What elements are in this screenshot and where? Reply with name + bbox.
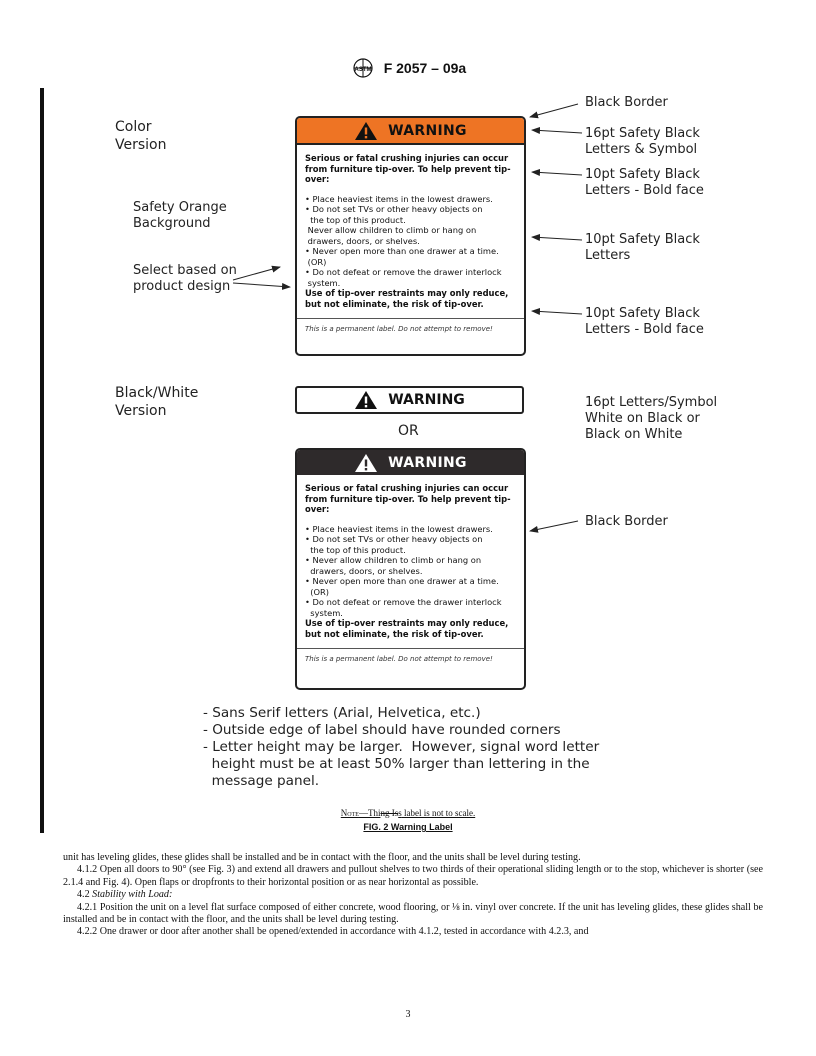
color-version-label: Color Version [115,119,167,153]
instruction-item: • Never open more than one drawer at a time. [305,576,499,586]
paragraph: 4.2 Stability with Load: [77,889,173,901]
instruction-item: Never allow children to climb or hang on [305,225,477,235]
pt10-bold-callout-2: 10pt Safety Black Letters - Bold face [585,306,704,337]
signal-word: WARNING [388,122,467,139]
message-panel [297,475,524,665]
standard-designation: F 2057 – 09a [383,60,467,77]
page-number: 3 [405,1009,411,1020]
pt10-regular-callout: 10pt Safety Black Letters [585,232,700,263]
instruction-list [305,524,516,619]
body-text [63,852,763,939]
pt16-symbol-callout: 16pt Safety Black Letters & Symbol [585,126,700,157]
paragraph: 4.2.2 One drawer or door after another shall be opened/extended in accordance with 4.1.2, tested in accordance with 4.2.3, and [77,926,589,938]
instruction-item: (OR) [305,586,330,597]
instruction-item: • Never open more than one drawer at a time. [305,246,499,256]
signal-word: WARNING [388,454,467,471]
instruction-item: • Never allow children to climb or hang on [305,555,482,565]
permanent-label-note: This is a permanent label. Do not attempt to remove! [297,648,524,665]
instruction-item: the top of this product. [305,214,406,225]
paragraph: unit has leveling glides, these glides shall be installed and be in contact with the floor, and the units shall be level during testing. [63,852,581,863]
black-border-callout-bottom: Black Border [585,514,668,529]
permanent-label-note: This is a permanent label. Do not attempt to remove! [297,318,524,335]
select-based-callout: Select based on product design [133,263,237,294]
instruction-item: • Do not set TVs or other heavy objects on [305,534,483,544]
paragraph: 4.2.1 Position the unit on a level flat surface composed of either concrete, wood flooring, or ⅛ in. vinyl over concrete. If the unit has leveling glides, these glides shall be installed and be in contact with the floor, and the units shall be level during testing. [63,901,763,926]
label-requirements-notes [203,705,599,790]
black-border-callout-top: Black Border [585,95,668,110]
restraints-statement: Use of tip-over restraints may only reduce, but not eliminate, the risk of tip-over. [305,288,509,309]
hazard-statement: Serious or fatal crushing injuries can occur from furniture tip-over. To help prevent tip-over: [305,483,511,514]
instruction-item: • Do not defeat or remove the drawer interlock [305,267,502,277]
note-struck-text: ng Is [380,808,399,818]
instruction-item: drawers, doors, or shelves. [305,565,423,576]
note-inserted-text: s [398,808,402,818]
instruction-item: drawers, doors, or shelves. [305,235,420,246]
note-dash: —Thi [358,808,381,818]
figure-caption: FIG. 2 Warning Label [363,822,453,832]
or-text: OR [398,423,419,439]
message-panel [297,145,524,335]
warning-header [297,118,524,145]
note-line: - Outside edge of label should have rounded corners [203,722,561,738]
warning-triangle-icon [354,390,378,410]
note-line: - Sans Serif letters (Arial, Helvetica, etc.) [203,705,481,721]
note-line: - Letter height may be larger. However, signal word letter [203,739,600,755]
safety-orange-callout: Safety Orange Background [133,200,227,231]
pt10-bold-callout-1: 10pt Safety Black Letters - Bold face [585,167,704,198]
instruction-item: • Place heaviest items in the lowest drawers. [305,523,493,534]
restraints-statement: Use of tip-over restraints may only reduce, but not eliminate, the risk of tip-over. [305,618,509,639]
color-warning-label [295,116,526,356]
instruction-item: • Do not set TVs or other heavy objects on [305,204,483,214]
figure-note [0,808,816,818]
instruction-list [305,194,516,289]
warning-triangle-icon [354,121,378,141]
signal-word: WARNING [388,392,465,408]
pt16-white-black-callout: 16pt Letters/Symbol White on Black or Black on White [585,395,718,442]
instruction-item: the top of this product. [305,544,406,555]
note-line: message panel. [203,773,320,789]
warning-triangle-icon [354,453,378,473]
instruction-item: (OR) [305,256,327,267]
hazard-statement: Serious or fatal crushing injuries can occur from furniture tip-over. To help prevent tip-over: [305,153,511,184]
instruction-item: system. [305,607,343,618]
note-line: height must be at least 50% larger than lettering in the [203,756,590,772]
svg-text:ASTM: ASTM [354,67,372,73]
instruction-item: system. [305,277,341,288]
note-prefix: Note [340,808,359,818]
bw-version-label: Black/White Version [115,385,199,419]
note-rest: label is not to scale. [401,808,476,818]
bw-warning-header [295,386,524,414]
paragraph: 4.1.2 Open all doors to 90° (see Fig. 3) and extend all drawers and pullout shelves to two thirds of their operational sliding length or to the stop, whichever is shorter (see 2.1.4 and Fig. 4). Open flaps or dropfronts to their horizontal position or as near horizontal as possible. [63,864,763,888]
warning-header [297,450,524,475]
instruction-item: • Do not defeat or remove the drawer interlock [305,597,502,607]
bw-warning-label [295,448,526,690]
instruction-item: • Place heaviest items in the lowest drawers. [305,193,493,204]
